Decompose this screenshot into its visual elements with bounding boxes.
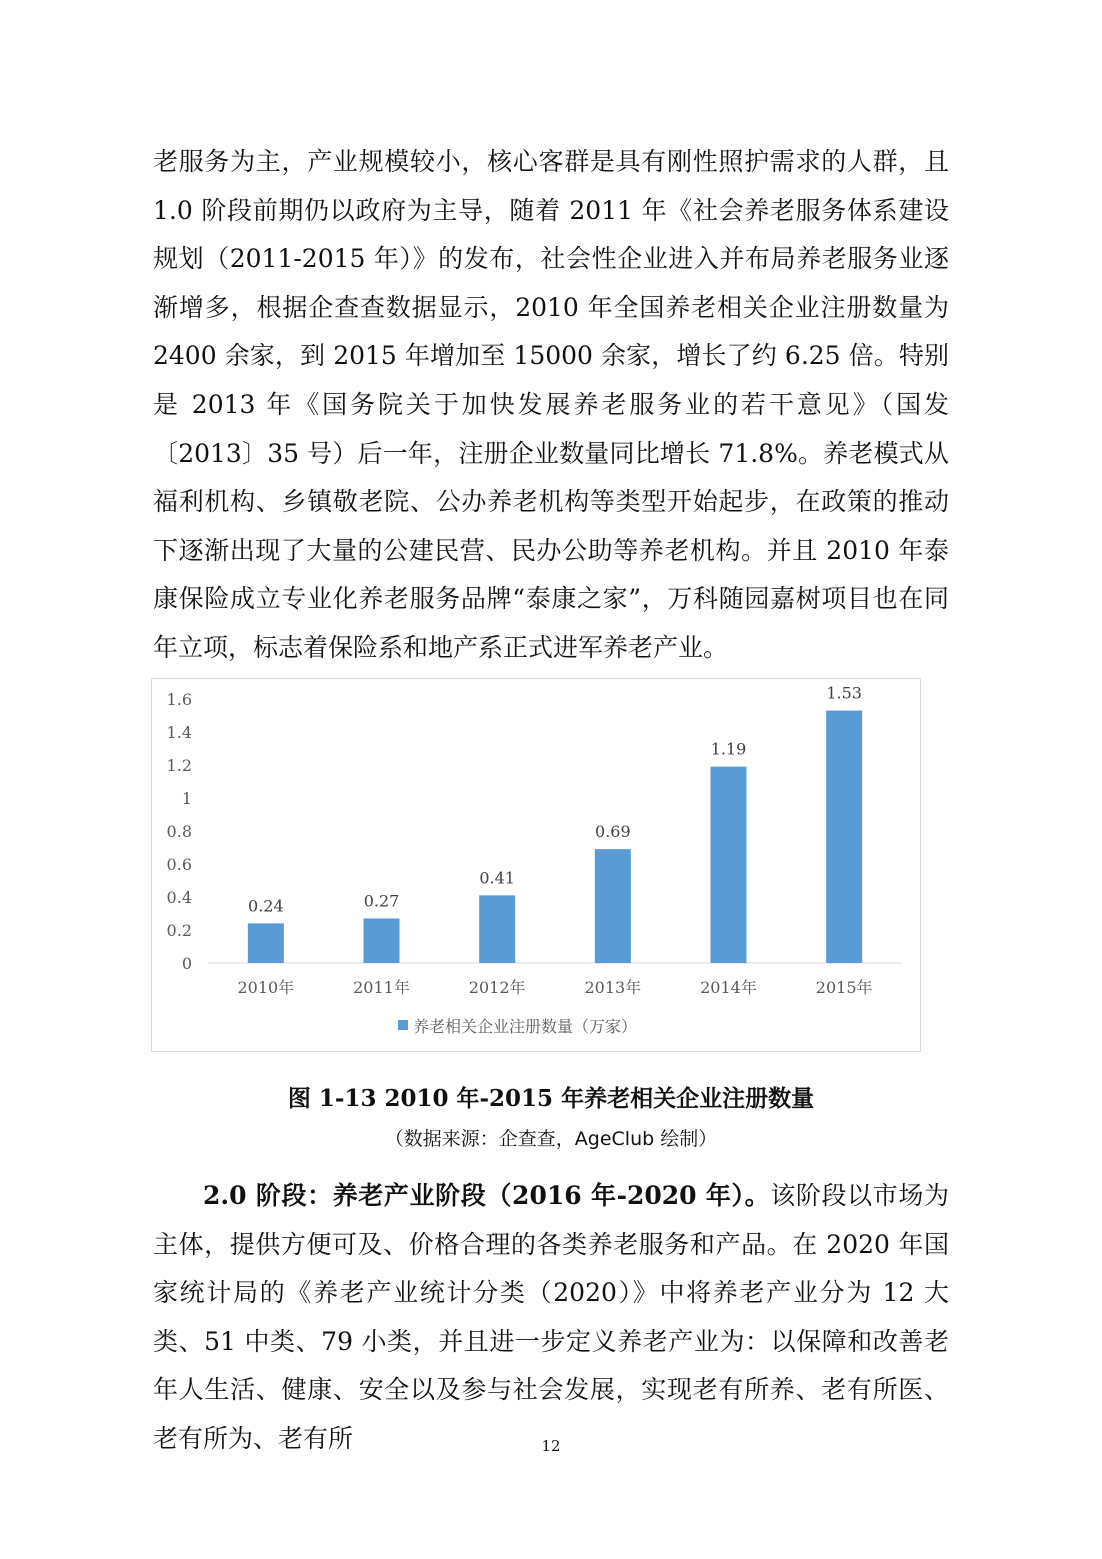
- section-lead: 2.0 阶段：养老产业阶段（2016 年-2020 年）。: [203, 1181, 771, 1210]
- bar-value-label: 0.41: [479, 868, 515, 888]
- y-tick-label: 0.8: [166, 822, 192, 841]
- bar-value-label: 0.69: [595, 822, 631, 842]
- legend-swatch: [398, 1020, 408, 1030]
- bar: [826, 711, 862, 963]
- x-category-label: 2012年: [468, 978, 526, 997]
- bar: [479, 895, 515, 963]
- y-tick-label: 0.4: [166, 888, 192, 907]
- body-paragraph-1: 老服务为主，产业规模较小，核心客群是具有刚性照护需求的人群，且1.0 阶段前期仍以政府为主导，随着 2011 年《社会养老服务体系建设规划（2011-2015 年）》的发布，社会性企业进入并布局养老服务业逐渐增多，根据企查查数据显示，2010 年全国养老相关企业注册数量为 2400 余家，到 2015 年增加至 15000 余家，增长了约 6.25 倍。特别是 2013 年《国务院关于加快发展养老服务业的若干意见》（国发〔2013〕35 号）后一年，注册企业数量同比增长 71.8%。养老模式从福利机构、乡镇敬老院、公办养老机构等类型开始起步，在政策的推动下逐渐出现了大量的公建民营、民办公助等养老机构。并且 2010 年泰康保险成立专业化养老服务品牌“泰康之家”，万科随园嘉树项目也在同年立项，标志着保险系和地产系正式进军养老产业。: [153, 147, 949, 662]
- y-tick-label: 1.4: [166, 723, 192, 742]
- bar: [364, 918, 400, 963]
- bar-chart: [151, 678, 921, 1052]
- x-category-label: 2011年: [353, 978, 410, 997]
- y-tick-label: 1.6: [166, 690, 192, 709]
- x-category-label: 2010年: [237, 978, 295, 997]
- bar-value-label: 0.27: [363, 891, 400, 911]
- bar-value-label: 1.53: [826, 683, 862, 703]
- figure-caption: 图 1-13 2010 年-2015 年养老相关企业注册数量: [287, 1085, 815, 1112]
- bar: [248, 923, 284, 963]
- bar: [711, 767, 747, 963]
- x-category-label: 2015年: [815, 978, 873, 997]
- y-tick-label: 1: [181, 789, 192, 808]
- page-number: 12: [541, 1437, 561, 1455]
- figure-source: （数据来源：企查查，AgeClub 绘制）: [384, 1128, 718, 1150]
- x-category-label: 2014年: [700, 978, 757, 997]
- section-body: 该阶段以市场为主体，提供方便可及、价格合理的各类养老服务和产品。在 2020 年国家统计局的《养老产业统计分类（2020）》中将养老产业分为 12 大类、51 中类、79 小类，并且进一步定义养老产业为：以保障和改善老年人生活、健康、安全以及参与社会发展，实现老有所养、老有所医、老有所为、老有所: [153, 1181, 949, 1453]
- y-tick-label: 0: [181, 954, 192, 973]
- body-paragraph-2: [153, 1172, 949, 1464]
- bar: [595, 849, 631, 963]
- bar-value-label: 0.24: [248, 896, 284, 916]
- x-category-label: 2013年: [584, 978, 642, 997]
- y-tick-label: 1.2: [166, 756, 192, 775]
- chart-svg: [152, 679, 920, 1051]
- bar-value-label: 1.19: [710, 739, 747, 759]
- y-tick-label: 0.2: [166, 921, 192, 940]
- legend-label: 养老相关企业注册数量（万家）: [413, 1017, 638, 1036]
- y-tick-label: 0.6: [166, 855, 192, 874]
